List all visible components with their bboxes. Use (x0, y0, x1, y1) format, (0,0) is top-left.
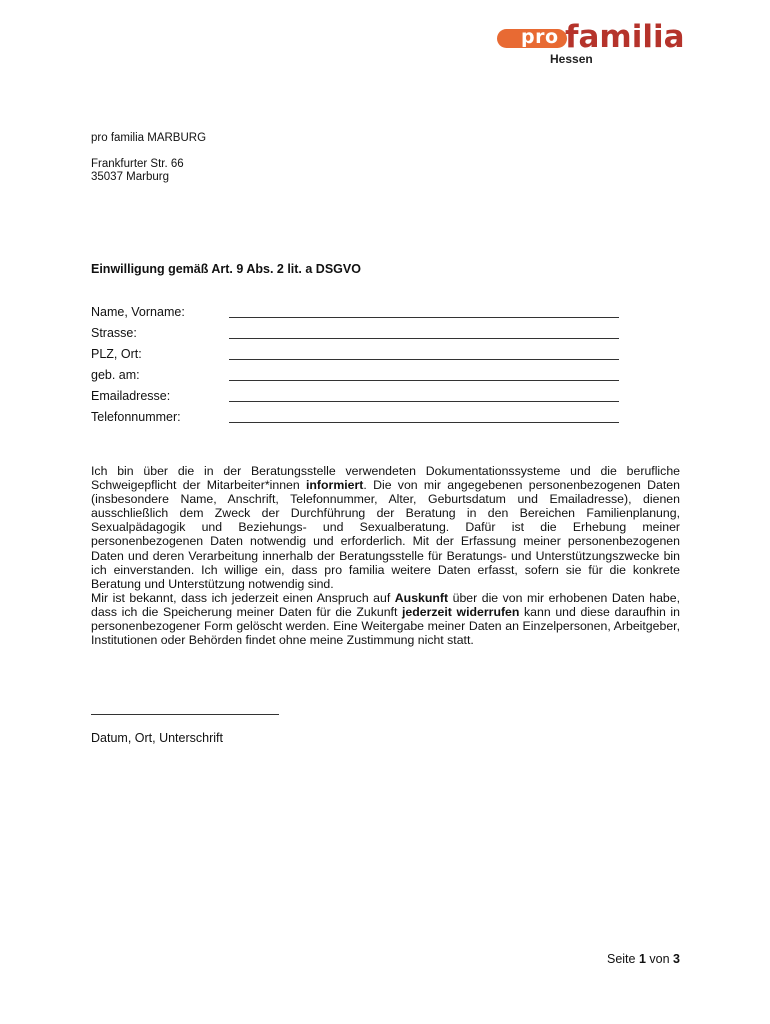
text-run: kann und diese daraufhin in personenbezogener Form gelöscht werden. Eine Weitergabe meiner Daten an Einzelpersonen, Arbeitgeber, Institutionen oder Behörden findet ohne meine Zustimmung nicht statt. (91, 604, 680, 648)
footer-seite: Seite (606, 952, 636, 966)
form-row-phone (91, 408, 621, 428)
form-row-plz (91, 345, 621, 365)
form-row-name (91, 303, 621, 323)
pro-familia-logo (497, 19, 685, 70)
footer-total: 3 (673, 952, 680, 966)
consent-paragraph-2 (91, 591, 680, 647)
footer-page: 1 (638, 952, 646, 966)
bold-auskunft: Auskunft (394, 590, 449, 605)
form-label: Strasse: (91, 326, 137, 340)
text-run: Mir ist bekannt, dass ich jederzeit einen Anspruch auf (91, 590, 395, 605)
logo-region: Hessen (550, 52, 593, 66)
name-field-line[interactable] (229, 317, 619, 318)
form-label: Telefonnummer: (91, 410, 181, 424)
form-row-street (91, 324, 621, 344)
form-label: Emailadresse: (91, 389, 171, 403)
text-run: . Die von mir angegebenen personenbezogenen Daten (insbesondere Name, Anschrift, Telefonnummer, Alter, Geburtsdatum und Emailadresse), dienen ausschließlich dem Zweck der Durchführung der Beratung in den Bereichen Familienplanung, Sexualpädagogik und Beziehungs- und Sexualberatung. Dafür ist die Erhebung meiner personenbezogenen Daten notwendig und erforderlich. Mit der Erfassung meiner personenbezogenen Daten und deren Verarbeitung innerhalb der Beratungsstelle für Beratungs- und Unterstützungszwecke bin ich einverstanden. Ich willige ein, dass pro familia weitere Daten erfasst, sofern sie für die konkrete Beratung und Unterstützung notwendig sind. (91, 478, 680, 591)
consent-text (91, 464, 680, 647)
plz-field-line[interactable] (229, 359, 619, 360)
city: 35037 Marburg (91, 171, 169, 183)
street: Frankfurter Str. 66 (91, 158, 184, 170)
logo-familia-text: familia (565, 19, 685, 55)
phone-field-line[interactable] (229, 422, 619, 423)
signature-label: Datum, Ort, Unterschrift (91, 731, 223, 745)
page-number (607, 952, 680, 966)
form-row-birthdate (91, 366, 621, 386)
text-run: Ich bin über die in der Beratungsstelle verwendeten Dokumentationssysteme und die berufliche Schweigepflicht der Mitarbeiter*innen (91, 464, 680, 493)
bold-informiert: informiert (306, 478, 364, 493)
signature-line[interactable] (91, 714, 279, 715)
email-field-line[interactable] (229, 401, 619, 402)
org-name: pro familia MARBURG (91, 132, 207, 144)
form-label: PLZ, Ort: (91, 347, 142, 361)
footer-von: von (649, 952, 670, 966)
form-label: geb. am: (91, 368, 140, 382)
street-field-line[interactable] (229, 338, 619, 339)
birthdate-field-line[interactable] (229, 380, 619, 381)
form-label: Name, Vorname: (91, 305, 185, 319)
bold-widerrufen: jederzeit widerrufen (402, 604, 520, 619)
form-row-email (91, 387, 621, 407)
document-title: Einwilligung gemäß Art. 9 Abs. 2 lit. a DSGVO (91, 262, 361, 276)
consent-paragraph-1 (91, 464, 680, 591)
logo-pro-text: pro (521, 26, 559, 48)
text-run: über die von mir erhobenen Daten habe, dass ich die Speicherung meiner Daten für die Zukunft (91, 590, 680, 619)
